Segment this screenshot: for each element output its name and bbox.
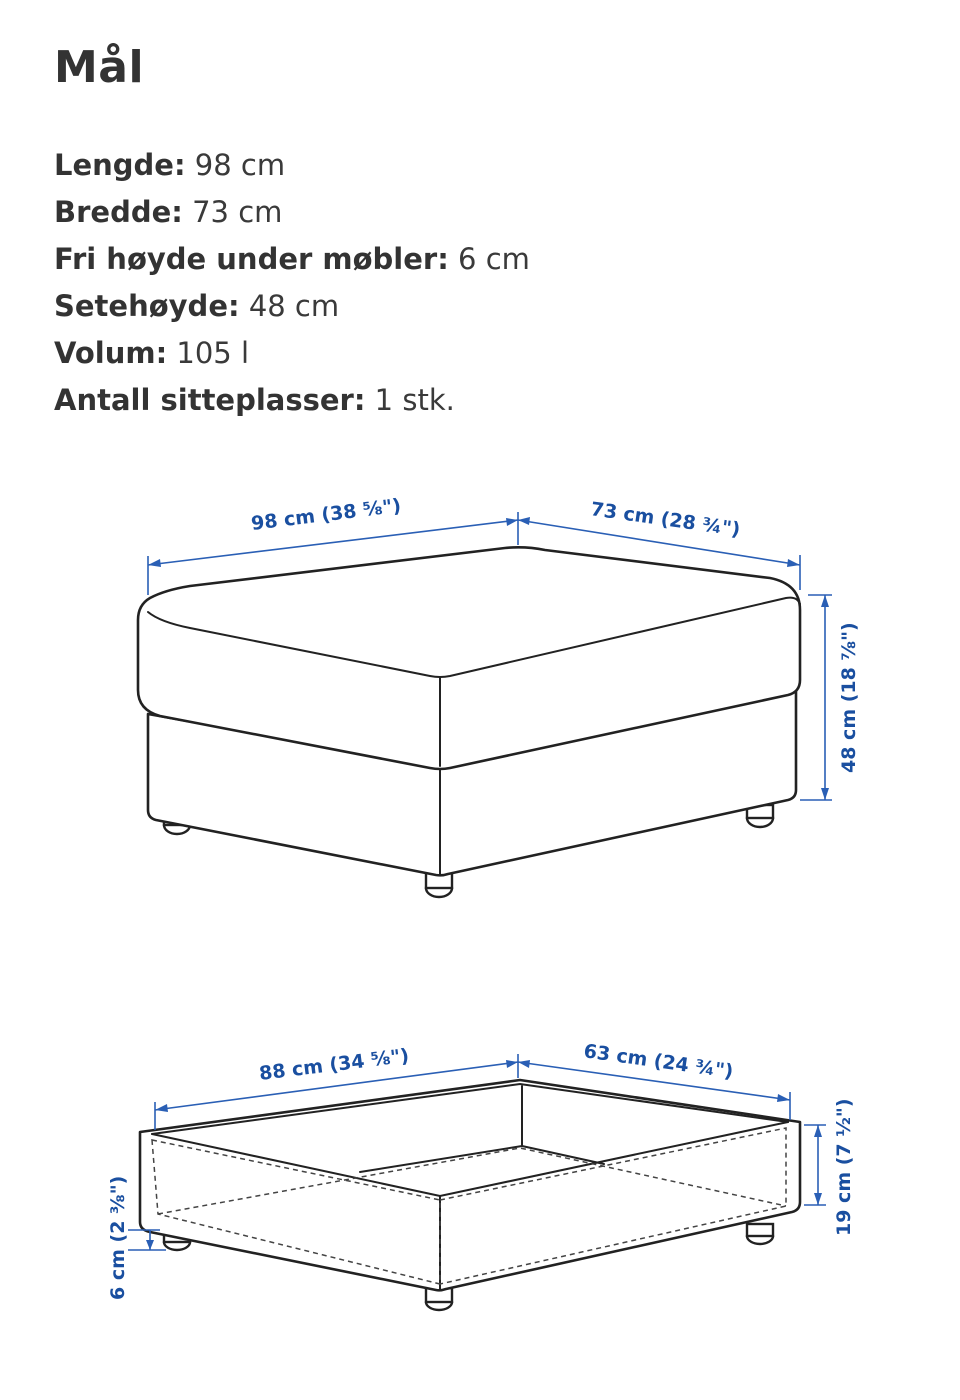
- spec-label: Fri høyde under møbler:: [54, 242, 449, 276]
- box-width-arrow-right: [777, 1094, 790, 1102]
- spec-value: 6 cm: [458, 242, 530, 276]
- ottoman-length-arrow-right: [506, 518, 518, 526]
- spec-label: Lengde:: [54, 148, 186, 182]
- ottoman-width-arrow-right: [787, 559, 800, 567]
- spec-label: Volum:: [54, 336, 168, 370]
- box-width-arrow-left: [518, 1060, 530, 1068]
- box-height-arrow-bottom: [814, 1193, 822, 1205]
- box-height-label: 19 cm (7 ½"): [833, 1098, 855, 1236]
- box-clearance-arrow-top: [146, 1240, 154, 1250]
- ottoman-length-arrow-left: [148, 559, 161, 567]
- spec-value: 1 stk.: [374, 383, 455, 417]
- spec-value: 48 cm: [248, 289, 340, 323]
- ottoman-height-label: 48 cm (18 ⅞"): [838, 622, 860, 773]
- ottoman-width-label: 73 cm (28 ¾"): [589, 498, 742, 541]
- spec-value: 105 l: [176, 336, 250, 370]
- spec-value: 98 cm: [194, 148, 286, 182]
- box-outer: [140, 1080, 800, 1290]
- box-length-arrow-left: [155, 1104, 168, 1112]
- box-length-label: 88 cm (34 ⅝"): [257, 1044, 411, 1085]
- box-length-arrow-right: [506, 1060, 518, 1068]
- page-title: Mål: [54, 42, 145, 93]
- spec-value: 73 cm: [192, 195, 283, 229]
- ottoman-height-arrow-top: [821, 595, 829, 607]
- spec-label: Antall sitteplasser:: [54, 383, 366, 417]
- box-height-arrow-top: [814, 1125, 822, 1137]
- storage-box-drawing: [107, 1040, 855, 1310]
- spec-label: Bredde:: [54, 195, 183, 229]
- ottoman-height-arrow-bottom: [821, 788, 829, 800]
- ottoman-drawing: [138, 495, 860, 897]
- box-foot-right-body: [747, 1224, 773, 1236]
- box-width-label: 63 cm (24 ¾"): [582, 1040, 735, 1083]
- box-clearance-label: 6 cm (2 ⅜"): [107, 1175, 129, 1300]
- ottoman-length-label: 98 cm (38 ⅝"): [249, 494, 403, 535]
- spec-label: Setehøyde:: [54, 289, 240, 323]
